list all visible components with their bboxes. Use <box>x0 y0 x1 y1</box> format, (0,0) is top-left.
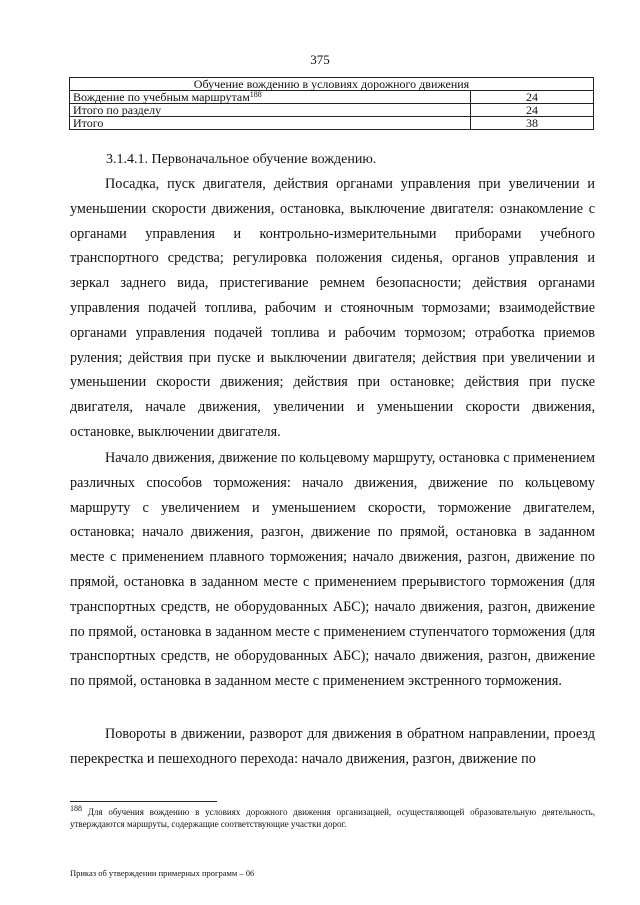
hours-table <box>69 77 594 130</box>
table-cell-hours: 38 <box>471 117 594 130</box>
footnote-marker: 188 <box>70 804 82 813</box>
table-cell-hours: 24 <box>471 91 594 104</box>
page-number: 375 <box>310 52 330 67</box>
subsection-heading: 3.1.4.1. Первоначальное обучение вождению. <box>106 152 377 167</box>
table-cell-label: Итого <box>70 117 471 130</box>
footnote-reference: 188 <box>249 90 262 99</box>
footnote <box>70 806 595 830</box>
footnote-text: Для обучения вождению в условиях дорожного движения организацией, осуществляющей образовательную деятельность, утверждаются маршруты, содержащие соответствующие участки дорог. <box>70 807 596 829</box>
body-paragraph: Начало движения, движение по кольцевому маршруту, остановка с применением различных способов торможения: начало движения, движение по кольцевому маршруту с увеличением и уменьшением скорости, торможение двигателем, остановка; начало движения, разгон, движение по прямой, остановка в заданном месте с применением плавного торможения; начало движения, разгон, движение по прямой, остановка в заданном месте с применением прерывистого торможения (для транспортных средств, не оборудованных АБС); начало движения, разгон, движение по прямой, остановка в заданном месте с применением ступенчатого торможения (для транспортных средств, не оборудованных АБС); начало движения, разгон, движение по прямой, остановка в заданном месте с применением экстренного торможения. <box>70 450 595 690</box>
table-section-row <box>70 78 594 91</box>
table-section-title: Обучение вождению в условиях дорожного движения <box>70 78 594 91</box>
table-row <box>70 104 594 117</box>
footnote-divider <box>70 801 217 802</box>
table-row <box>70 91 594 104</box>
table-cell-label <box>70 91 471 104</box>
footer-note: Приказ об утверждении примерных программ – 06 <box>70 868 255 878</box>
body-paragraph: Повороты в движении, разворот для движения в обратном направлении, проезд перекрестка и пешеходного перехода: начало движения, разгон, движение по <box>70 726 595 767</box>
row-label: Вождение по учебным маршрутам <box>73 90 250 104</box>
table-cell-label: Итого по разделу <box>70 104 471 117</box>
body-paragraph: Посадка, пуск двигателя, действия органами управления при увеличении и уменьшении скорости движения, остановка, выключение двигателя: ознакомление с органами управления и контрольно-измерительными приборами учебного транспортного средства; регулировка положения сиденья, органов управления и зеркал заднего вида, пристегивание ремнем безопасности; действия органами управления подачей топлива, рабочим и стояночным тормозами; взаимодействие органами управления подачей топлива и рабочим тормозом; отработка приемов руления; действия при пуске и выключении двигателя; действия при увеличении и уменьшении скорости движения; действия при остановке; действия при пуске двигателя, начале движения, увеличении и уменьшении скорости движения, остановке, выключении двигателя. <box>70 176 595 440</box>
table-cell-hours: 24 <box>471 104 594 117</box>
table-row <box>70 117 594 130</box>
